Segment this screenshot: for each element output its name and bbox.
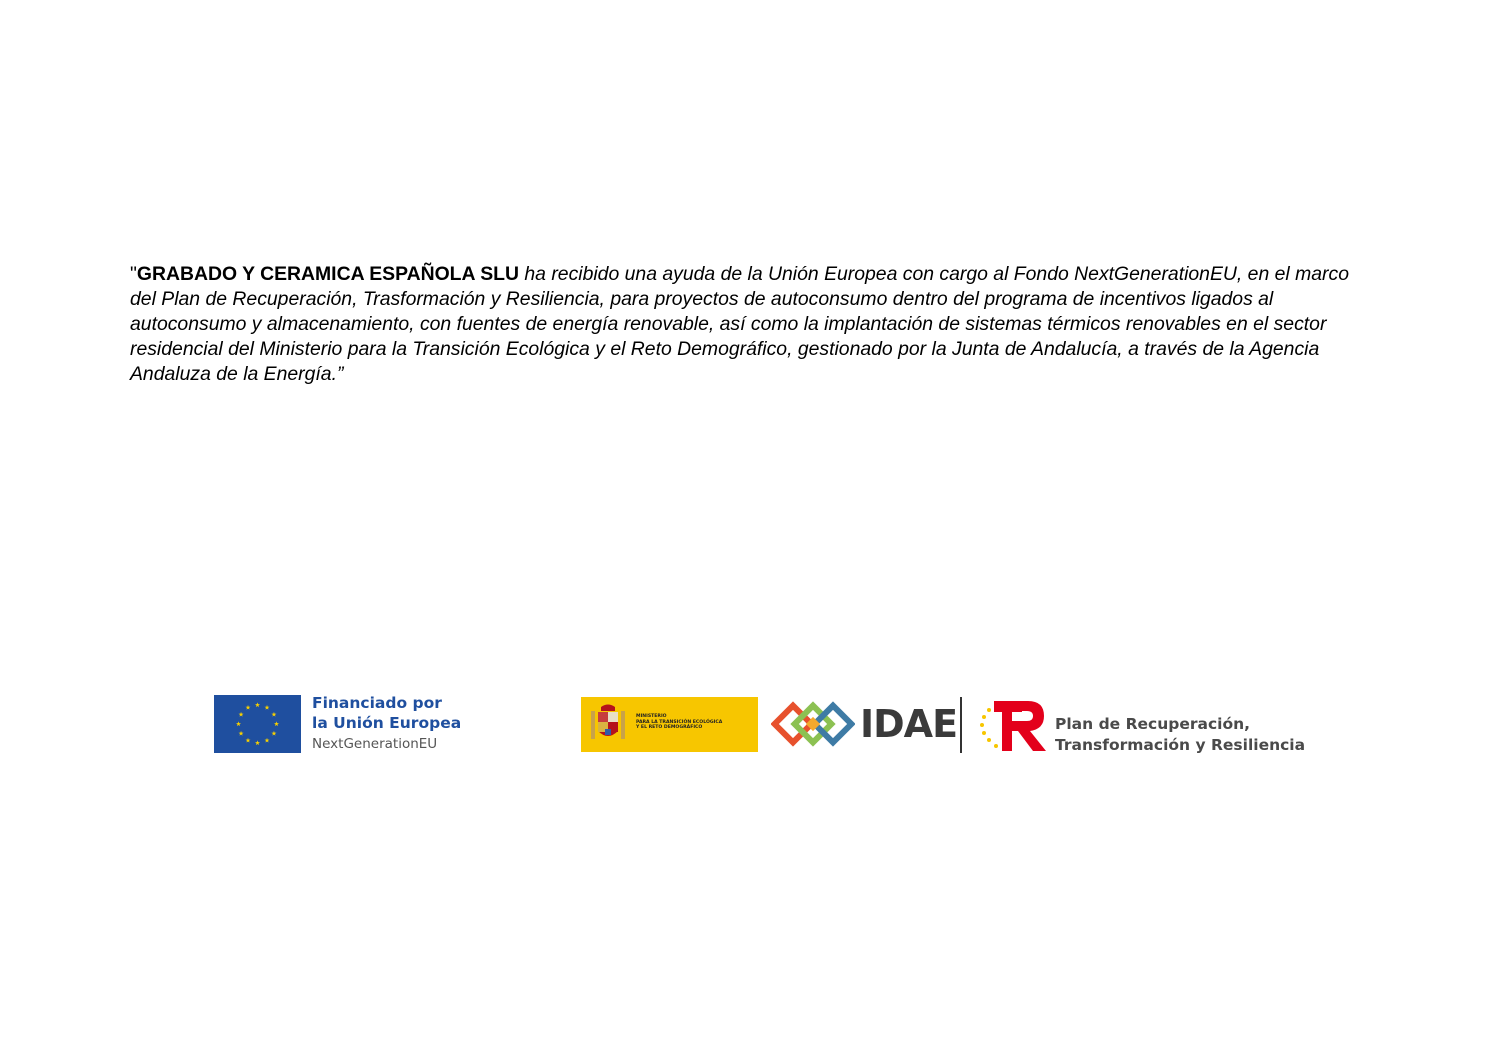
company-name: GRABADO Y CERAMICA ESPAÑOLA SLU xyxy=(136,263,519,285)
spanish-coat-of-arms-icon xyxy=(591,703,625,745)
logo-divider xyxy=(960,697,962,753)
eu-logo-line-2: la Unión Europea xyxy=(312,714,462,732)
idae-logo-text: IDAE xyxy=(860,702,958,746)
recovery-plan-tr-icon xyxy=(978,697,1048,753)
statement-open-quote: " xyxy=(130,263,137,285)
ministry-logo xyxy=(581,697,758,752)
eu-funding-logo xyxy=(312,693,461,754)
recovery-plan-logo xyxy=(1055,714,1305,756)
eu-flag-icon xyxy=(214,695,301,753)
eu-logo-line-1: Financiado por xyxy=(312,694,442,712)
eu-logo-line-3: NextGenerationEU xyxy=(312,736,438,752)
statement-body: ha recibido una ayuda de la Unión Europea con cargo al Fondo NextGenerationEU, en el marco del Plan de Recuperación, Trasformación y Resiliencia, para proyectos de autoconsumo dentro del programa de incentivos ligados al autoconsumo y almacenamiento, con fuentes de energía renovable, así como la implantación de sistemas térmicos renovables en el sector residencial del Ministerio para la Transición Ecológica y el Reto Demográfico, gestionado por la Junta de Andalucía, a través de la Agencia Andaluza de la Energía.” xyxy=(130,263,1349,385)
ministry-label: MINISTERIO PARA LA TRANSICIÓN ECOLÓGICA Y EL RETO DEMOGRÁFICO xyxy=(636,714,723,730)
funding-statement xyxy=(130,262,1370,387)
idae-symbol-icon xyxy=(771,695,855,753)
recovery-plan-line-1: Plan de Recuperación, xyxy=(1055,715,1251,733)
recovery-plan-line-2: Transformación y Resiliencia xyxy=(1055,736,1306,754)
